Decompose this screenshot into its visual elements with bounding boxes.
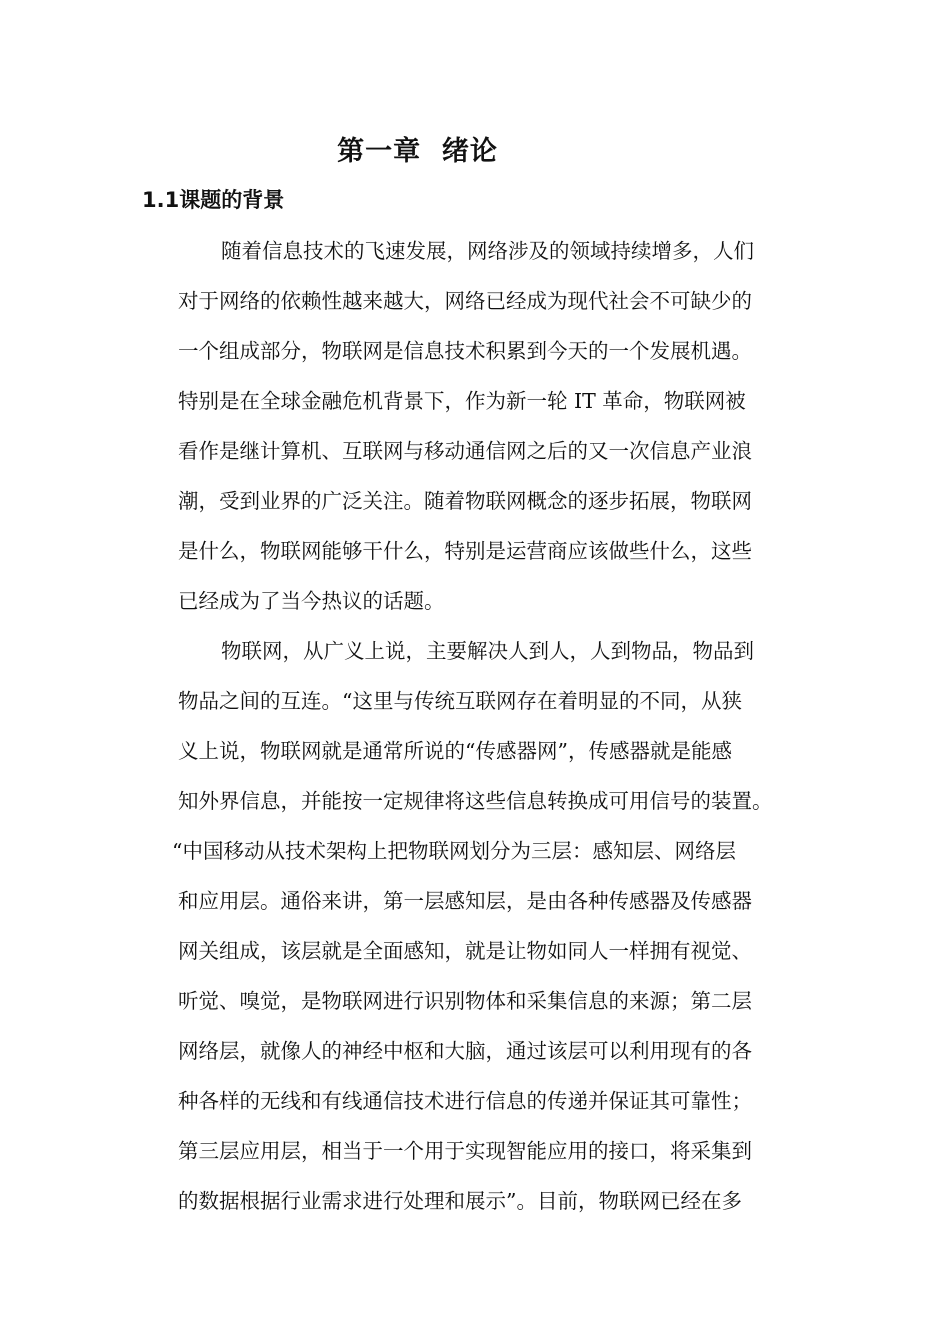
section-heading: 1.1课题的背景 (142, 188, 285, 212)
paragraph-line: 知外界信息，并能按一定规律将这些信息转换成可用信号的装置。 (178, 789, 773, 813)
paragraph-line: 潮，受到业界的广泛关注。随着物联网概念的逐步拓展，物联网 (178, 489, 752, 513)
paragraph-line: 物品之间的互连。“这里与传统互联网存在着明显的不同，从狭 (178, 689, 742, 713)
chapter-title: 第一章 绪论 (337, 136, 498, 167)
paragraph-line: 种各样的无线和有线通信技术进行信息的传递并保证其可靠性； (178, 1089, 752, 1113)
paragraph-line: 网络层，就像人的神经中枢和大脑，通过该层可以利用现有的各 (178, 1039, 752, 1063)
paragraph-line: 随着信息技术的飞速发展，网络涉及的领域持续增多，人们 (221, 239, 754, 263)
paragraph-line: 听觉、嗅觉，是物联网进行识别物体和采集信息的来源；第二层 (178, 989, 752, 1013)
paragraph-line: 一个组成部分，物联网是信息技术积累到今天的一个发展机遇。 (178, 339, 752, 363)
paragraph-line: 物联网，从广义上说，主要解决人到人，人到物品，物品到 (221, 639, 754, 663)
paragraph-line: 网关组成，该层就是全面感知，就是让物如同人一样拥有视觉、 (178, 939, 752, 963)
paragraph-line: 义上说，物联网就是通常所说的“传感器网”，传感器就是能感 (178, 739, 732, 763)
paragraph-line: 和应用层。通俗来讲，第一层感知层，是由各种传感器及传感器 (178, 889, 752, 913)
paragraph-line: 是什么，物联网能够干什么，特别是运营商应该做些什么，这些 (178, 539, 752, 563)
paragraph-1 (178, 226, 818, 626)
paragraph-line: 看作是继计算机、互联网与移动通信网之后的又一次信息产业浪 (178, 439, 752, 463)
paragraph-line: 特别是在全球金融危机背景下，作为新一轮 IT 革命，物联网被 (178, 389, 746, 413)
paragraph-line: 的数据根据行业需求进行处理和展示”。目前，物联网已经在多 (178, 1189, 742, 1213)
paragraph-line: 已经成为了当今热议的话题。 (178, 589, 445, 613)
paragraph-line: 第三层应用层，相当于一个用于实现智能应用的接口，将采集到 (178, 1139, 752, 1163)
paragraph-2 (172, 626, 818, 1226)
paragraph-line: “中国移动从技术架构上把物联网划分为三层：感知层、网络层 (172, 839, 736, 863)
paragraph-line: 对于网络的依赖性越来越大，网络已经成为现代社会不可缺少的 (178, 289, 752, 313)
